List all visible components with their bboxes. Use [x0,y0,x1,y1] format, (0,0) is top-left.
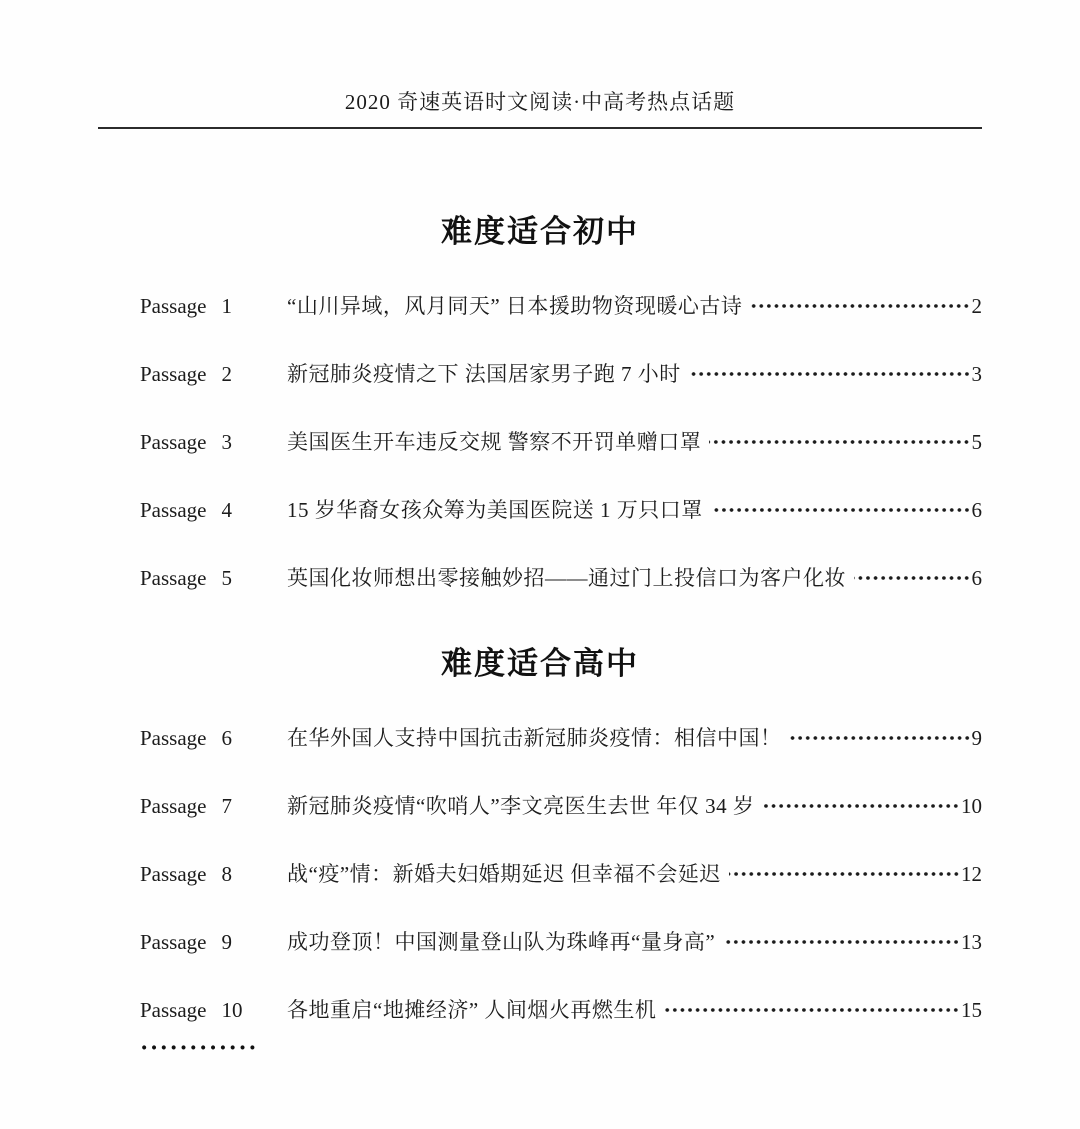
passage-label-group [140,927,287,957]
page-header [98,0,982,129]
section-rows [98,291,982,593]
passage-label-group [140,427,287,457]
dot-leader [790,733,971,743]
toc-entry [98,291,982,321]
passage-page-number: 13 [961,930,982,954]
passage-title: 战“疫”情：新婚夫妇婚期延迟 但幸福不会延迟 [287,862,721,886]
passage-label: Passage [140,862,207,886]
section-rows [98,723,982,1025]
passage-label-group [140,359,287,389]
continuation-ellipsis: ············ [140,1035,259,1062]
passage-page-number: 6 [971,566,982,590]
passage-page-number: 3 [971,362,982,386]
passage-label-group [140,291,287,321]
toc-entry [98,927,982,957]
section-heading: 难度适合高中 [441,646,639,681]
toc-entry [98,791,982,821]
dot-leader [854,573,971,583]
toc-section [98,211,982,593]
dot-leader [709,437,970,447]
passage-label-group [140,723,287,753]
passage-page-number: 10 [961,794,982,818]
passage-label: Passage [140,566,207,590]
dot-leader [729,869,960,879]
passage-label: Passage [140,294,207,318]
toc-entry [98,563,982,593]
passage-label-group [140,563,287,593]
passage-number: 1 [221,294,232,318]
passage-label-group [140,791,287,821]
passage-number: 8 [221,862,232,886]
toc-entry [98,723,982,753]
passage-number: 3 [221,430,232,454]
dot-leader [689,369,971,379]
passage-number: 10 [221,998,243,1022]
toc-entry [98,859,982,889]
passage-title: 各地重启“地摊经济” 人间烟火再燃生机 [287,998,657,1022]
passage-page-number: 15 [961,998,982,1022]
passage-label: Passage [140,726,207,750]
section-heading: 难度适合初中 [441,214,639,249]
passage-label-group [140,859,287,889]
passage-label: Passage [140,998,207,1022]
passage-page-number: 5 [971,430,982,454]
passage-number: 5 [221,566,232,590]
passage-label: Passage [140,430,207,454]
passage-title: 新冠肺炎疫情“吹哨人”李文亮医生去世 年仅 34 岁 [287,794,755,818]
passage-title: “山川异域，风月同天” 日本援助物资现暖心古诗 [287,294,743,318]
passage-title: 15 岁华裔女孩众筹为美国医院送 1 万只口罩 [287,498,703,522]
toc [98,211,982,1025]
dot-leader [750,301,970,311]
passage-number: 6 [221,726,232,750]
passage-label: Passage [140,498,207,522]
toc-entry [98,359,982,389]
toc-entry [98,495,982,525]
toc-entry [98,995,982,1025]
dot-leader [723,937,960,947]
passage-title: 英国化妆师想出零接触妙招——通过门上投信口为客户化妆 [287,566,846,590]
passage-page-number: 9 [971,726,982,750]
passage-number: 9 [221,930,232,954]
passage-label-group [140,995,287,1025]
dot-leader [711,505,971,515]
passage-label: Passage [140,930,207,954]
passage-number: 7 [221,794,232,818]
dot-leader [762,801,960,811]
passage-title: 在华外国人支持中国抗击新冠肺炎疫情：相信中国！ [287,726,782,750]
passage-page-number: 6 [971,498,982,522]
passage-page-number: 12 [961,862,982,886]
passage-title: 成功登顶！中国测量登山队为珠峰再“量身高” [287,930,716,954]
passage-page-number: 2 [971,294,982,318]
passage-title: 新冠肺炎疫情之下 法国居家男子跑 7 小时 [287,362,681,386]
passage-label-group [140,495,287,525]
passage-number: 4 [221,498,232,522]
passage-label: Passage [140,362,207,386]
dot-leader [664,1005,960,1015]
toc-section [98,643,982,1025]
passage-label: Passage [140,794,207,818]
toc-entry [98,427,982,457]
passage-title: 美国医生开车违反交规 警察不开罚单赠口罩 [287,430,702,454]
book-title: 2020 奇速英语时文阅读·中高考热点话题 [344,90,736,114]
passage-number: 2 [221,362,232,386]
